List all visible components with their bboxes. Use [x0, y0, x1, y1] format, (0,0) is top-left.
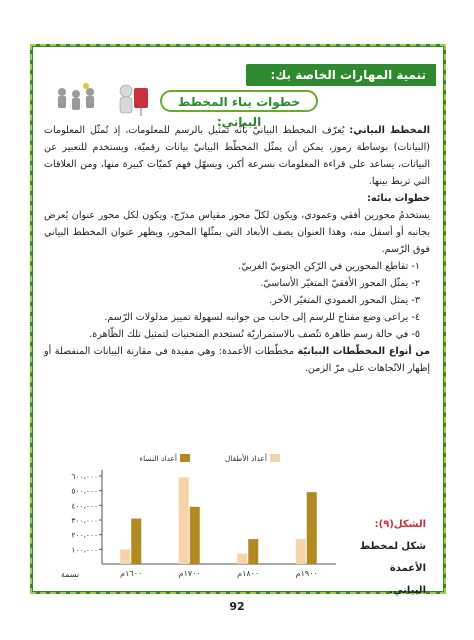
- legend-label: أعداد الأطفال: [224, 454, 267, 463]
- body-text: [44, 122, 430, 377]
- x-tick-label: ١٧٠٠م: [178, 569, 201, 578]
- y-axis-label: نسمة: [60, 570, 80, 579]
- people-figures-illustration: [52, 82, 152, 118]
- list-item: ٤- يراعى وضع مفتاح للرسم إلى جانب من جوانبه لسهولة تمييز مدلولات الرّسم.: [104, 312, 420, 323]
- y-tick-label: ١٠٠،٠٠٠: [71, 545, 98, 555]
- y-tick-label: ٣٠٠،٠٠٠: [71, 516, 98, 525]
- legend-label: أعداد النساء: [139, 454, 177, 463]
- steps-heading: خطوات بنائه:: [367, 193, 430, 204]
- legend-swatch: [270, 454, 280, 462]
- section-header: [246, 64, 436, 86]
- section-header-title: تنمية المهارات الخاصة بك:: [270, 68, 426, 82]
- bar-children: [237, 554, 247, 564]
- bar-women: [248, 539, 258, 564]
- list-item: ٥- في حالة رسم ظاهرة تتّصف بالاستمراريّة تُستخدم المنحنيات لتمثيل تلك الظّاهرة.: [89, 329, 420, 340]
- steps-paragraph: يستخدمُ محورين أفقي وعمودي، ويكون لكلّ محور مقياس مدرّج، ويكون لكل محور عنوان يُعرض بجانبه أو أسفل منه، وهذا العنوان يصف الأبعاد التي يمثّلها المحور، ويظهر عنوان المخطط البياني فوق الرّسم.: [44, 210, 430, 255]
- types-paragraph: [44, 343, 430, 377]
- page-content: [40, 56, 436, 596]
- section-subtitle: خطوات بناء المخطط البياني:: [160, 90, 318, 112]
- x-tick-label: ١٨٠٠م: [237, 569, 260, 578]
- list-item: ٢- يمثّل المحور الأفقيّ المتغيّر الأساسيّ.: [260, 278, 420, 289]
- figure-caption-label: الشكل(٩):: [374, 519, 426, 530]
- figure-caption-text: شكل لمخطط الأعمدة البياني.: [359, 541, 426, 596]
- types-text: مخطّطات الأعمدة: وهي مفيدة في مقارنة البيانات المنفصلة أو إظهار الاتّجاهات على مرّ الزمن.: [44, 346, 430, 374]
- intro-term: المخطط البياني:: [349, 125, 430, 136]
- bar-children: [179, 477, 189, 564]
- list-item: ٣- يمثل المحور العمودي المتغيّر الآخر.: [269, 295, 420, 306]
- legend-swatch: [180, 454, 190, 462]
- x-tick-label: ١٩٠٠م: [295, 569, 318, 578]
- bar-chart-svg: [40, 450, 340, 586]
- x-tick-label: ١٦٠٠م: [120, 569, 143, 578]
- bar-children: [120, 549, 130, 564]
- bar-women: [131, 519, 141, 564]
- bar-women: [190, 507, 200, 564]
- y-tick-label: ٥٠٠،٠٠٠: [71, 486, 98, 496]
- bar-children: [296, 539, 306, 564]
- types-term: من أنواع المخطّطات البيانيّة: [297, 346, 430, 357]
- page-number: 92: [229, 600, 245, 613]
- y-tick-label: ٦٠٠،٠٠٠: [71, 472, 98, 481]
- intro-text: يُعرّف المخطط البيانيّ بأنّه تمثيل بالرسم للمعلومات، إذ تُمثّل المعلومات (البيانات) بوساطة رموز، يمكن أن يمثّل المخطّط البيانيّ بيانات رقميّة، ويستخدم للتعبير عن البيانات، يساعد على قراءة المعلومات بسرعة أكبر، ويسهّل فهم كميّات كبيرة منها، ومن العلاقات التي تربط بينها.: [44, 125, 430, 187]
- y-tick-label: ٢٠٠،٠٠٠: [71, 530, 98, 540]
- bar-women: [307, 492, 317, 564]
- intro-paragraph: [44, 122, 430, 190]
- figure-caption: [350, 514, 426, 602]
- list-item: ١- تقاطع المحورين في الرّكن الجنوبيّ الغربيّ.: [238, 261, 420, 272]
- steps-list: [44, 258, 430, 343]
- bar-chart: [40, 450, 340, 586]
- y-tick-label: ٤٠٠،٠٠٠: [71, 501, 98, 511]
